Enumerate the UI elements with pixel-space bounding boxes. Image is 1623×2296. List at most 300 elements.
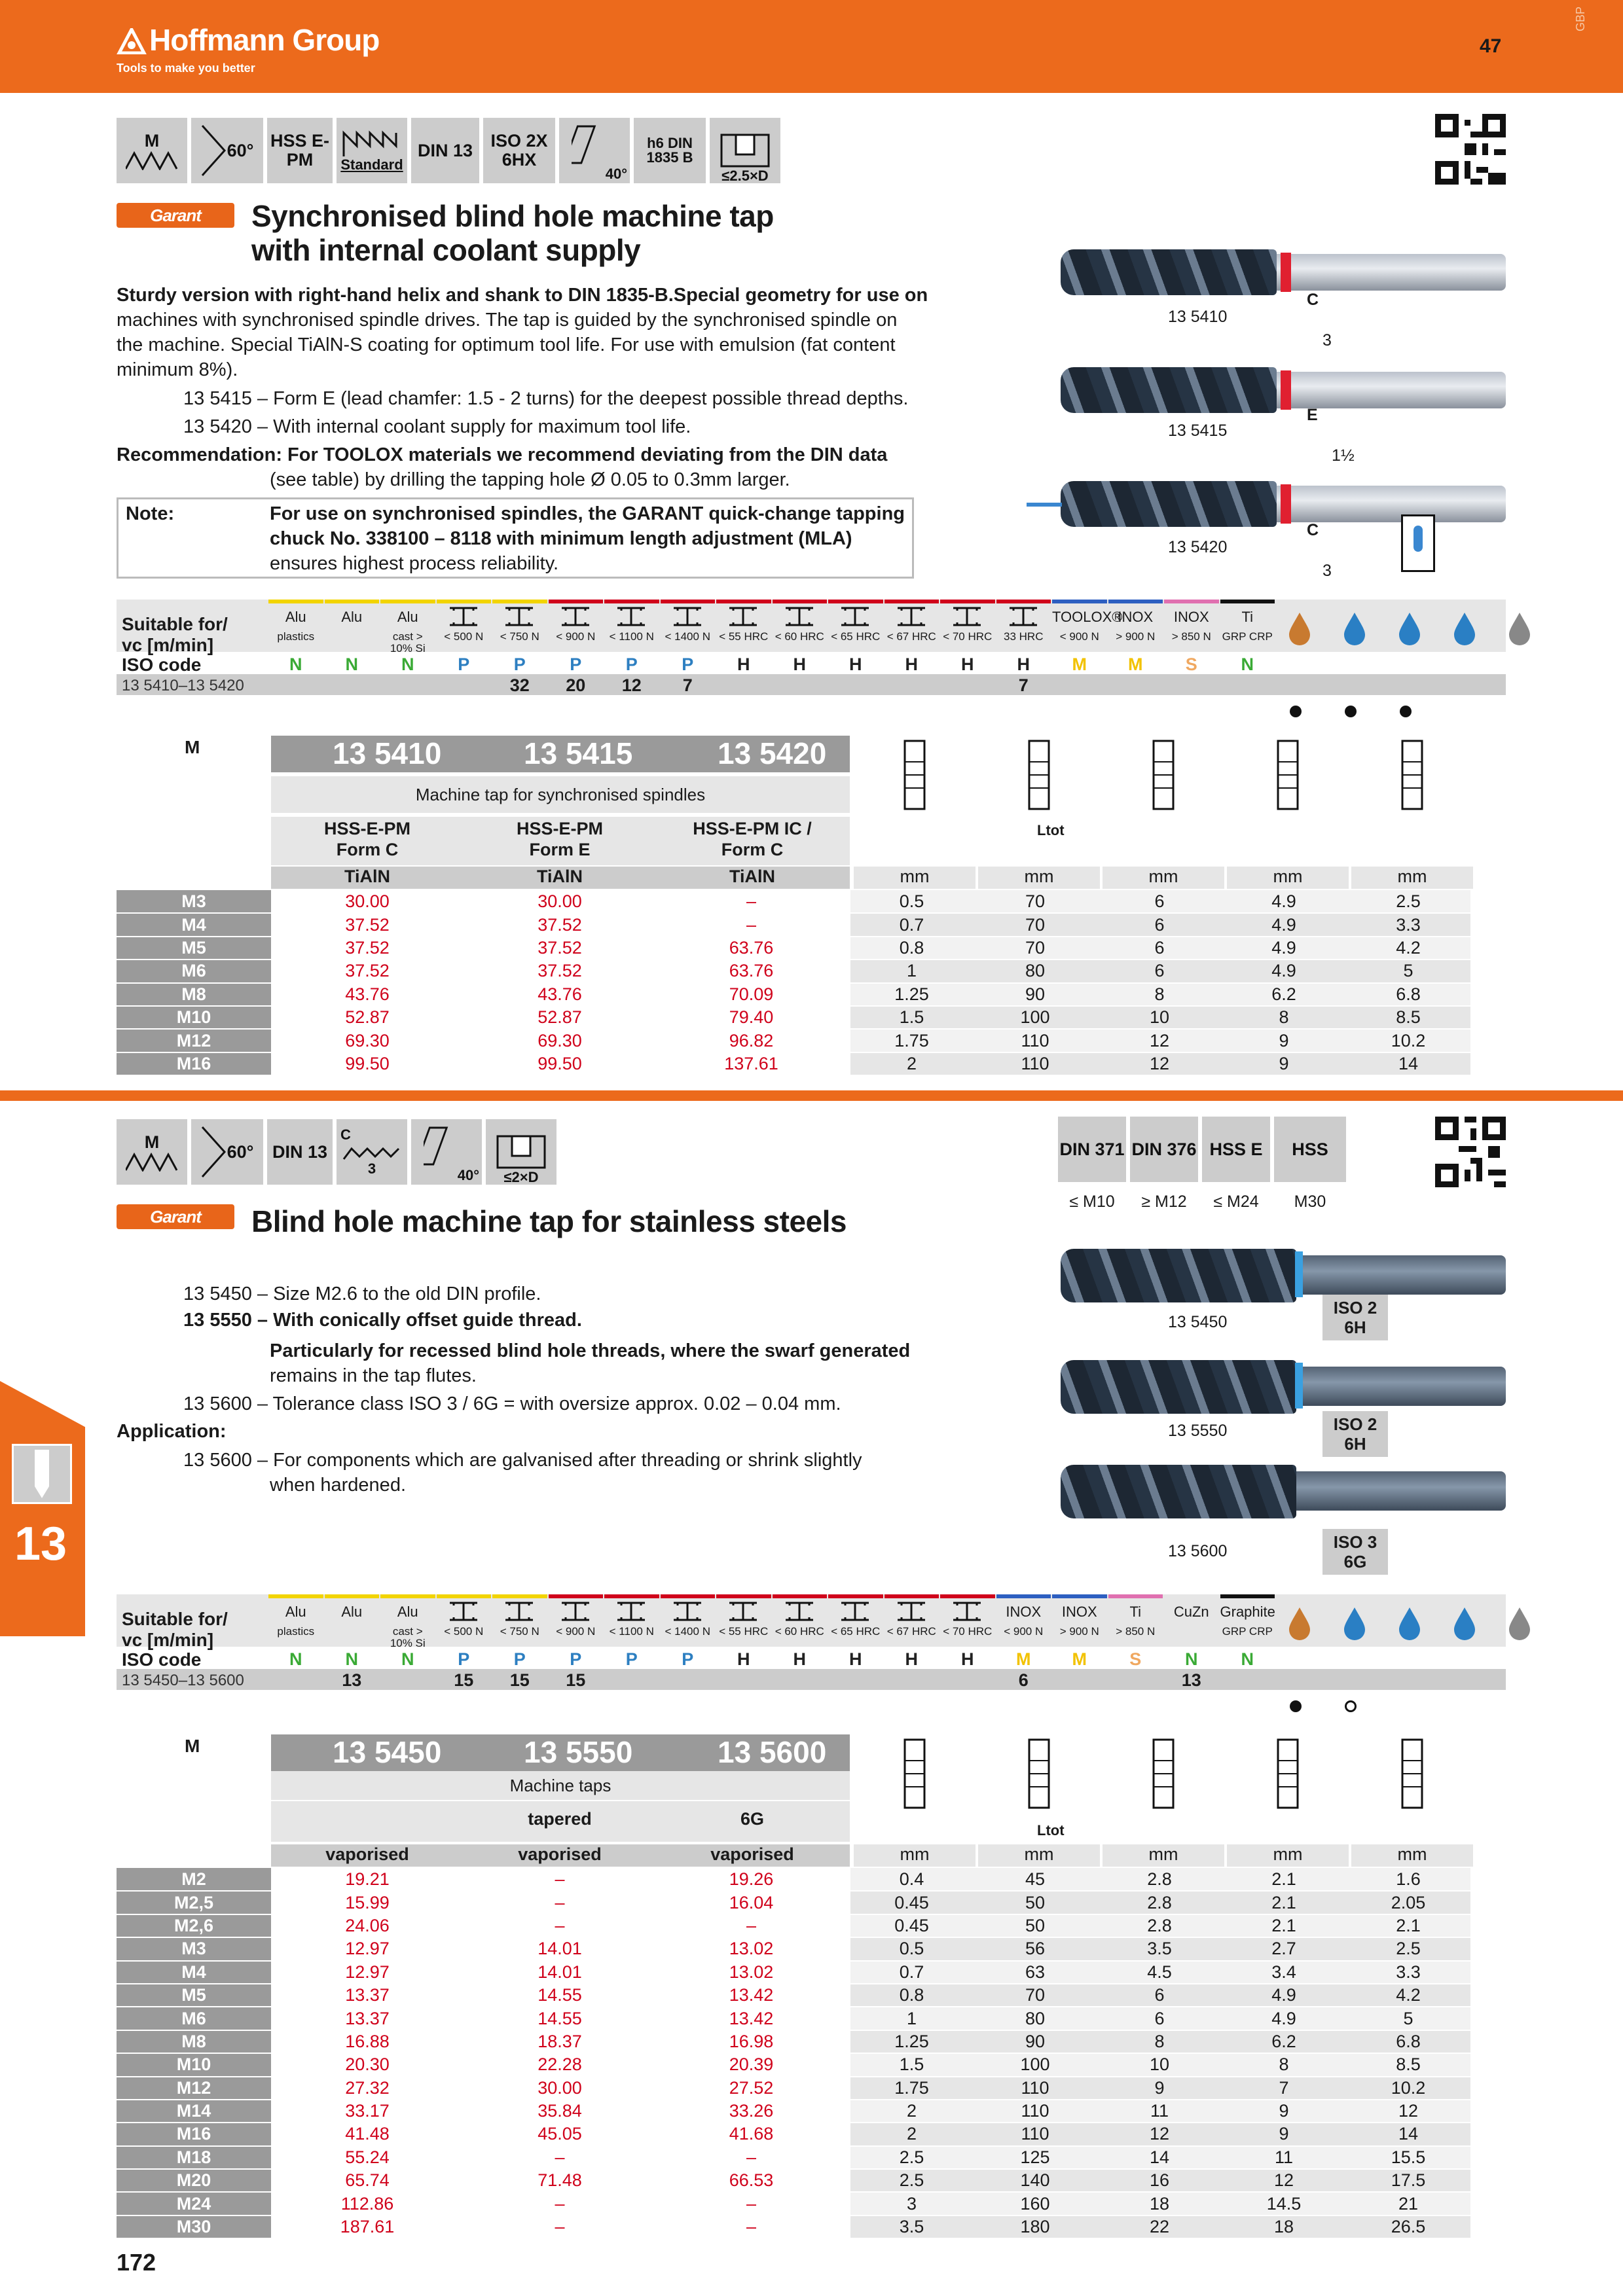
suit-strength: > 850 N [1171, 630, 1211, 643]
spray-icon [1390, 1605, 1429, 1641]
table-row: M6 13.37 14.55 13.42 1 80 6 4.9 5 [117, 2007, 1470, 2030]
iso-code: H [961, 1649, 974, 1669]
suit-col-14 [1052, 600, 1123, 695]
iso-code: M [1072, 1649, 1087, 1669]
suit-material: INOX [1006, 1604, 1042, 1620]
iso-code: M [1016, 1649, 1031, 1669]
vc-value: 15 [509, 1670, 530, 1690]
iso-code: H [793, 655, 806, 674]
suit-strength: < 67 HRC [886, 630, 936, 643]
coolant-hole-icon [1401, 514, 1435, 572]
table-row: M18 55.24 – – 2.5 125 14 11 15.5 [117, 2146, 1470, 2169]
suit-col-5 [549, 600, 604, 695]
unit-mm: mm [978, 1844, 1100, 1867]
tol-box-5600: ISO 3 6G [1322, 1529, 1388, 1575]
table1-col-13-5420: 13 5420 [718, 736, 827, 770]
angle-60-icon-2: 60° [191, 1119, 263, 1185]
i-beam-icon [672, 606, 702, 631]
chapter-tab[interactable] [0, 1381, 85, 1636]
suit-col-17 [1220, 1594, 1275, 1690]
unit-mm: mm [1103, 1844, 1224, 1867]
suit-col-3 [437, 600, 492, 695]
note-line1: For use on synchronised spindles, the GARANT quick-change tapping [270, 503, 905, 524]
i-beam-icon [672, 1601, 702, 1626]
helix-40-icon: 40° [559, 118, 630, 183]
iso-code: N [1241, 655, 1254, 674]
suitability-dot [1290, 1700, 1302, 1712]
i-beam-icon [504, 1601, 534, 1626]
iso-code: N [1185, 1649, 1198, 1669]
table-row: M8 16.88 18.37 16.98 1.25 90 8 6.2 6.8 [117, 2030, 1470, 2053]
i-beam-icon [784, 1601, 814, 1626]
i-beam-icon [616, 606, 646, 631]
sec2-line4: remains in the tap flutes. [270, 1365, 477, 1386]
suit-strength: < 70 HRC [943, 630, 993, 643]
iso-code: H [961, 655, 974, 674]
suit-material: TOOLOX® [1052, 609, 1123, 625]
table-row: M12 27.32 30.00 27.52 1.75 110 9 7 10.2 [117, 2077, 1470, 2100]
suit-strength: < 55 HRC [719, 630, 769, 643]
suit-col-8 [716, 600, 771, 695]
suit-col-16 [1164, 600, 1219, 695]
suit-col-16 [1164, 1594, 1219, 1690]
air-icon [1500, 610, 1539, 647]
suit-col-3 [437, 1594, 492, 1690]
suit-col-10 [828, 600, 883, 695]
suit-col-12 [940, 600, 995, 695]
dimension-icon-0 [854, 736, 976, 814]
suit-material: INOX [1173, 609, 1209, 625]
section1-line-5420: 13 5420 – With internal coolant supply for maximum tool life. [183, 416, 691, 437]
suit-col-13 [996, 1594, 1051, 1690]
suit-strength: < 900 N [1004, 1625, 1044, 1638]
suit-col-9 [773, 600, 828, 695]
table2-coat-0: vaporised [325, 1844, 409, 1864]
table-row: M5 13.37 14.55 13.42 0.8 70 6 4.9 4.2 [117, 1984, 1470, 2007]
suit-strength: < 55 HRC [719, 1625, 769, 1638]
vc-value: 32 [509, 675, 530, 695]
suit-material: INOX [1061, 1604, 1097, 1620]
spray-icon [1390, 610, 1429, 647]
i-beam-icon [784, 606, 814, 631]
suit-material: Alu [341, 1604, 363, 1620]
suit-col-11 [884, 1594, 939, 1690]
emulsion-icon [1335, 1605, 1374, 1641]
suit-col-7 [661, 1594, 716, 1690]
suit-col-12 [940, 1594, 995, 1690]
hss-e-box: HSS E ≤ M24 [1202, 1117, 1270, 1211]
iso-code: M [1128, 655, 1143, 674]
suit-col-8 [716, 1594, 771, 1690]
dimension-icon-1 [978, 1734, 1100, 1813]
table2-coat-2: vaporised [710, 1844, 794, 1864]
iso-code: P [513, 655, 526, 674]
i-beam-icon [560, 1601, 591, 1626]
qr-code-2[interactable] [1435, 1117, 1506, 1187]
i-beam-icon [728, 606, 758, 631]
dimension-icon-4 [1351, 736, 1473, 814]
depth-icon-2: ≤2×D [486, 1119, 556, 1185]
suit-strength: cast > 10% Si [390, 1625, 426, 1649]
suit-strength: < 900 N [556, 630, 596, 643]
table2-col-13-5550: 13 5550 [524, 1735, 633, 1769]
iso-code: H [737, 1649, 750, 1669]
suit-col-11 [884, 600, 939, 695]
i-beam-icon [896, 606, 926, 631]
suit-material: Alu [397, 1604, 418, 1620]
table-row: M2,6 24.06 – – 0.45 50 2.8 2.1 2.1 [117, 1914, 1470, 1937]
table-row: M3 12.97 14.01 13.02 0.5 56 3.5 2.7 2.5 [117, 1937, 1470, 1960]
suit-strength: 33 HRC [1004, 630, 1044, 643]
suit-strength: < 1400 N [665, 630, 710, 643]
air-icon [1500, 1605, 1539, 1641]
suit-material: Alu [341, 609, 363, 625]
table2-desc: Machine taps [271, 1771, 850, 1800]
suit-strength: < 750 N [500, 630, 539, 643]
table-row: M3 30.00 30.00 – 0.5 70 6 4.9 2.5 [117, 890, 1470, 913]
iso-code: P [625, 655, 638, 674]
note-line3: ensures highest process reliability. [270, 553, 559, 574]
suit-strength: plastics [277, 1625, 315, 1638]
iso-code: N [289, 655, 302, 674]
i-beam-icon [952, 1601, 982, 1626]
iso-code: N [345, 655, 358, 674]
suit-col-0 [268, 1594, 323, 1690]
dimension-icon-0 [854, 1734, 976, 1813]
suit-strength: < 67 HRC [886, 1625, 936, 1638]
iso-code: M [1072, 655, 1087, 674]
standard-icon: Standard [337, 118, 407, 183]
suit-material: CuZn [1173, 1604, 1209, 1620]
iso-code: H [905, 1649, 918, 1669]
iso-code: N [289, 1649, 302, 1669]
table-row: M10 52.87 52.87 79.40 1.5 100 10 8 8.5 [117, 1006, 1470, 1029]
dry-icon [1280, 610, 1319, 647]
dimension-icon-4 [1351, 1734, 1473, 1813]
suit-strength: < 60 HRC [775, 630, 824, 643]
suit-col-0 [268, 600, 323, 695]
section-separator [0, 1090, 1623, 1101]
table1-mat-1: HSS-E-PM Form E [516, 819, 603, 859]
i-beam-icon [448, 1601, 479, 1626]
section2-title: Blind hole machine tap for stainless steels [251, 1204, 847, 1238]
i-beam-icon [728, 1601, 758, 1626]
vc-value: 7 [682, 675, 693, 695]
suit2-iso-label: ISO code [122, 1649, 202, 1670]
helix-40-icon-2: 40° [411, 1119, 482, 1185]
iso-code: H [737, 655, 750, 674]
table1-coat-2: TiAlN [729, 867, 775, 886]
angle-60-icon: 60° [191, 118, 263, 183]
suit-col-6 [604, 1594, 659, 1690]
table1-ltot: Ltot [1037, 822, 1065, 838]
i-beam-icon [840, 606, 870, 631]
suit-strength: < 1100 N [609, 630, 654, 643]
suit-col-7 [661, 600, 716, 695]
suit-col-1 [325, 600, 380, 695]
iso-code: P [513, 1649, 526, 1669]
suit-col-2 [380, 600, 435, 695]
table-row: M30 187.61 – – 3.5 180 22 18 26.5 [117, 2215, 1470, 2238]
table2-ltot: Ltot [1037, 1822, 1065, 1839]
material-hss-epm-icon: HSS E-PM [267, 118, 333, 183]
suit-strength: < 900 N [556, 1625, 596, 1638]
garant-logo-2: Garant [117, 1204, 234, 1229]
brand-name: Hoffmann Group [149, 23, 380, 57]
suit2-label: Suitable for/ vc [m/min] [122, 1609, 228, 1650]
coolant-arrow-icon [1027, 503, 1062, 507]
suitability-dot [1290, 706, 1302, 717]
chapter-number: 13 [14, 1518, 67, 1570]
iso-code: H [849, 655, 862, 674]
suit-col-1 [325, 1594, 380, 1690]
suit-strength: < 750 N [500, 1625, 539, 1638]
iso-code: P [458, 1649, 470, 1669]
table-row: M8 43.76 43.76 70.09 1.25 90 8 6.2 6.8 [117, 983, 1470, 1006]
suit-col-17 [1220, 600, 1275, 695]
suit-strength: < 65 HRC [831, 1625, 881, 1638]
suit-material: INOX [1118, 609, 1154, 625]
i-beam-icon [952, 606, 982, 631]
suit-strength: GRP CRP [1222, 1625, 1273, 1638]
suit-strength: cast > 10% Si [390, 630, 426, 655]
suit1-label: Suitable for/ vc [m/min] [122, 614, 228, 655]
shank-din1835b-icon: h6 DIN 1835 B [634, 118, 706, 183]
note-line2: chuck No. 338100 – 8118 with minimum length adjustment (MLA) [270, 528, 852, 549]
spec-icons-2 [117, 1119, 556, 1185]
iso-code: N [1241, 1649, 1254, 1669]
iso-code: P [625, 1649, 638, 1669]
dimension-icon-2 [1103, 1734, 1224, 1813]
i-beam-icon [504, 606, 534, 631]
vc-value: 7 [1018, 675, 1029, 695]
note-label: Note: [126, 503, 175, 524]
table2-sub-1: tapered [528, 1809, 592, 1829]
unit-mm: mm [1227, 867, 1349, 889]
thread-m-icon: M [117, 118, 187, 183]
suit-col-10 [828, 1594, 883, 1690]
suitability-dot [1345, 706, 1357, 717]
i-beam-icon [896, 1601, 926, 1626]
unit-mm: mm [1351, 1844, 1473, 1867]
vc-value: 20 [566, 675, 586, 695]
iso-code: N [345, 1649, 358, 1669]
vc-value: 13 [1181, 1670, 1201, 1690]
suit-col-4 [492, 600, 547, 695]
suitability-dot [1345, 1700, 1357, 1712]
unit-mm: mm [854, 1844, 976, 1867]
suit1-range: 13 5410–13 5420 [122, 677, 244, 694]
table1-coat-0: TiAlN [344, 867, 390, 886]
table-row: M4 37.52 37.52 – 0.7 70 6 4.9 3.3 [117, 913, 1470, 936]
sec2-line7: when hardened. [270, 1475, 406, 1496]
vc-value: 12 [621, 675, 642, 695]
unit-mm: mm [854, 867, 976, 889]
tolerance-icon: ISO 2X 6HX [483, 118, 555, 183]
suit-strength: < 500 N [444, 630, 484, 643]
suit-strength: plastics [277, 630, 315, 643]
recommendation-line1: Recommendation: For TOOLOX materials we recommend deviating from the DIN data [117, 444, 888, 465]
suit-strength: > 900 N [1059, 1625, 1099, 1638]
suit-material: Alu [285, 1604, 306, 1620]
dimension-icon-3 [1227, 736, 1349, 814]
iso-code: S [1129, 1649, 1142, 1669]
suit-strength: > 850 N [1116, 1625, 1156, 1638]
suit-material: Alu [397, 609, 418, 625]
sec2-line6: 13 5600 – For components which are galvanised after threading or shrink slightly [183, 1450, 862, 1471]
vc-value: 6 [1018, 1670, 1029, 1690]
depth-icon: ≤2.5×D [710, 118, 780, 183]
spec-icons-1 [117, 118, 780, 183]
table1-col-13-5410: 13 5410 [333, 736, 442, 770]
suit-material: Graphite [1220, 1604, 1275, 1620]
suit-col-14 [1052, 1594, 1107, 1690]
vc-value: 15 [454, 1670, 474, 1690]
suit-strength: < 900 N [1059, 630, 1099, 643]
product-table-1 [117, 890, 1470, 1076]
sec2-line3: Particularly for recessed blind hole threads, where the swarf generated [270, 1340, 911, 1361]
table2-col-13-5450: 13 5450 [333, 1735, 442, 1769]
table2-coat-1: vaporised [518, 1844, 602, 1864]
din-371-box: DIN 371 ≤ M10 [1058, 1117, 1126, 1211]
sec2-line2: 13 5550 – With conically offset guide thread. [183, 1310, 582, 1331]
tol-box-5550: ISO 2 6H [1322, 1411, 1388, 1457]
brand-tagline: Tools to make you better [117, 62, 255, 75]
suit-strength: < 60 HRC [775, 1625, 824, 1638]
suit-col-9 [773, 1594, 828, 1690]
sec2-line1: 13 5450 – Size M2.6 to the old DIN profile. [183, 1283, 541, 1304]
iso-code: H [849, 1649, 862, 1669]
suit-strength: GRP CRP [1222, 630, 1273, 643]
suit-col-15 [1108, 1594, 1163, 1690]
table1-desc: Machine tap for synchronised spindles [271, 776, 850, 813]
table-row: M20 65.74 71.48 66.53 2.5 140 16 12 17.5 [117, 2169, 1470, 2192]
vc-value: 13 [342, 1670, 362, 1690]
table2-col-13-5600: 13 5600 [718, 1735, 827, 1769]
table1-col-13-5415: 13 5415 [524, 736, 633, 770]
iso-code: N [401, 655, 414, 674]
suitability-dot [1400, 706, 1412, 717]
suit-strength: < 1100 N [609, 1625, 654, 1638]
table-row: M10 20.30 22.28 20.39 1.5 100 10 8 8.5 [117, 2053, 1470, 2076]
suit-col-6 [604, 600, 659, 695]
suit2-range: 13 5450–13 5600 [122, 1672, 244, 1689]
tol-box-5450: ISO 2 6H [1322, 1295, 1388, 1340]
iso-code: P [570, 655, 582, 674]
hoffmann-logo-icon [117, 28, 147, 54]
section1-title: Synchronised blind hole machine tap with internal coolant supply [251, 199, 774, 267]
i-beam-icon [560, 606, 591, 631]
suit-col-13 [996, 600, 1051, 695]
page-number: 172 [117, 2249, 156, 2276]
unit-mm: mm [978, 867, 1100, 889]
suit-strength: > 900 N [1116, 630, 1156, 643]
din-376-box: DIN 376 ≥ M12 [1130, 1117, 1198, 1211]
table-row: M4 12.97 14.01 13.02 0.7 63 4.5 3.4 3.3 [117, 1961, 1470, 1984]
suit-col-5 [549, 1594, 604, 1690]
table1-m-label: M [185, 737, 200, 757]
table1-mat-2: HSS-E-PM IC / Form C [693, 819, 812, 859]
iso-code: P [682, 1649, 694, 1669]
region-code: GBP [1574, 6, 1587, 31]
sec2-line5: 13 5600 – Tolerance class ISO 3 / 6G = with oversize approx. 0.02 – 0.04 mm. [183, 1393, 841, 1414]
suit-material: Ti [1129, 1604, 1141, 1620]
suit-strength: < 1400 N [665, 1625, 710, 1638]
din-standard-boxes [1058, 1117, 1346, 1211]
iso-code: H [793, 1649, 806, 1669]
table-row: M16 41.48 45.05 41.68 2 110 12 9 14 [117, 2123, 1470, 2145]
dimension-icon-3 [1227, 1734, 1349, 1813]
vc-value: 15 [566, 1670, 586, 1690]
unit-mm: mm [1351, 867, 1473, 889]
din-13-icon-2: DIN 13 [267, 1119, 333, 1185]
hss-box: HSS M30 [1274, 1117, 1346, 1211]
sec2-application: Application: [117, 1421, 227, 1442]
recommendation-line2: (see table) by drilling the tapping hole Ø 0.05 to 0.3mm larger. [270, 469, 790, 490]
i-beam-icon [448, 606, 479, 631]
table-row: M6 37.52 37.52 63.76 1 80 6 4.9 5 [117, 960, 1470, 982]
brand-logo [117, 22, 379, 75]
table-row: M12 69.30 69.30 96.82 1.75 110 12 9 10.2 [117, 1029, 1470, 1052]
table-row: M2 19.21 – 19.26 0.4 45 2.8 2.1 1.6 [117, 1868, 1470, 1891]
iso-code: H [905, 655, 918, 674]
unit-mm: mm [1227, 1844, 1349, 1867]
din-13-icon: DIN 13 [411, 118, 479, 183]
suit-strength: < 70 HRC [943, 1625, 993, 1638]
dimension-icon-1 [978, 736, 1100, 814]
suit-col-4 [492, 1594, 547, 1690]
suit1-iso-label: ISO code [122, 655, 202, 675]
page-reference: 47 [1480, 35, 1502, 57]
section1-description: Sturdy version with right-hand helix and shank to DIN 1835-B.Special geometry for use on machines with synchronised spindle drives. The tap is guided by the synchronised spindle on the machine. Special TiAlN-S coating for optimum tool life. For use with emulsion (fat content minimum 8%). [117, 285, 928, 380]
suit-material: Alu [285, 609, 306, 625]
suit-strength: < 500 N [444, 1625, 484, 1638]
dimension-icon-2 [1103, 736, 1224, 814]
dry-icon [1280, 1605, 1319, 1641]
suit-strength: < 65 HRC [831, 630, 881, 643]
suit-col-15 [1108, 600, 1163, 695]
table1-mat-0: HSS-E-PM Form C [323, 819, 410, 859]
emulsion-icon [1335, 610, 1374, 647]
table-row: M2,5 15.99 – 16.04 0.45 50 2.8 2.1 2.05 [117, 1891, 1470, 1914]
mql-icon [1445, 1605, 1484, 1641]
table-row: M14 33.17 35.84 33.26 2 110 11 9 12 [117, 2100, 1470, 2123]
suit-col-2 [380, 1594, 435, 1690]
suit-material: Ti [1241, 609, 1253, 625]
table-row: M24 112.86 – – 3 160 18 14.5 21 [117, 2192, 1470, 2215]
mql-icon [1445, 610, 1484, 647]
section1-line-5415: 13 5415 – Form E (lead chamfer: 1.5 - 2 turns) for the deepest possible thread depths. [183, 388, 909, 409]
table1-coat-1: TiAlN [536, 867, 583, 886]
table2-m-label: M [185, 1736, 200, 1756]
iso-code: P [570, 1649, 582, 1669]
iso-code: S [1185, 655, 1197, 674]
table-row: M16 99.50 99.50 137.61 2 110 12 9 14 [117, 1052, 1470, 1075]
i-beam-icon [616, 1601, 646, 1626]
garant-logo: Garant [117, 203, 234, 228]
drill-icon [12, 1444, 72, 1504]
chamfer-form-c-icon: C 3 [337, 1119, 407, 1185]
iso-code: P [458, 655, 470, 674]
table2-sub-2: 6G [740, 1809, 765, 1829]
i-beam-icon [1008, 606, 1038, 631]
unit-mm: mm [1103, 867, 1224, 889]
qr-code-1[interactable] [1435, 114, 1506, 185]
iso-code: H [1017, 655, 1030, 674]
thread-m-icon-2: M [117, 1119, 187, 1185]
i-beam-icon [840, 1601, 870, 1626]
table-row: M5 37.52 37.52 63.76 0.8 70 6 4.9 4.2 [117, 937, 1470, 960]
